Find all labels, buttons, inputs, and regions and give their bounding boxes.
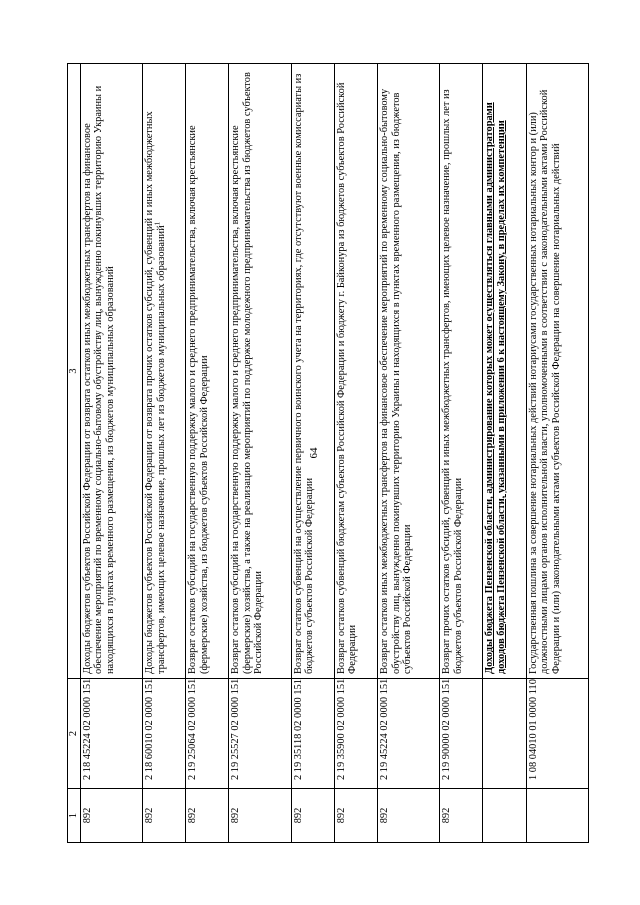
revenue-codes-table [67, 63, 589, 843]
table-row [440, 64, 483, 843]
revenue-code-cell: 2 18 60010 02 0000 151 [142, 679, 185, 789]
header-col-3: 3 [68, 64, 81, 679]
description-cell: Возврат остатков субвенций бюджетам субъектов Российской Федерации и бюджету г. Байконура из бюджетов субъектов Российской Федерации [334, 64, 377, 679]
table-row [186, 64, 229, 843]
revenue-code-cell: 2 19 25527 02 0000 151 [229, 679, 291, 789]
description-cell: Возврат остатков субвенций на осуществление первичного воинского учета на территориях, где отсутствуют военные комиссариаты из бюджетов субъектов Российской Федерации [291, 64, 334, 679]
footnote-marker: 1 [153, 221, 162, 226]
table-header-row [68, 64, 81, 843]
admin-code-cell: 892 [229, 789, 291, 843]
table-row [229, 64, 291, 843]
rotated-page-content [67, 63, 589, 843]
table-row [526, 64, 588, 843]
revenue-code-cell: 2 19 25064 02 0000 151 [186, 679, 229, 789]
revenue-code-cell: 2 19 35900 02 0000 151 [334, 679, 377, 789]
header-col-2: 2 [68, 679, 81, 789]
table-row [80, 64, 142, 843]
revenue-code-cell: 1 08 04010 01 0000 110 [526, 679, 588, 789]
description-cell: Возврат остатков субсидий на государственную поддержку малого и среднего предпринимательства, включая крестьянские (фермерские) хозяйства, а также на реализацию мероприятий по поддержке молодежного предпринимательства из бюджетов субъектов Российской Федерации [229, 64, 291, 679]
description-text: Доходы бюджетов субъектов Российской Федерации от возврата прочих остатков субсидий, субвенций и иных межбюджетных трансфертов, имеющих целевое назначение, прошлых лет из бюджетов муниципальных образований [143, 111, 167, 674]
description-cell: Государственная пошлина за совершение нотариальных действий нотариусами государственных нотариальных контор и (или) должностными лицами органов исполнительной власти, уполномоченными в соответствии с законодательными актами Российской Федерации и (или) законодательными актами субъектов Российской Федерации на совершение нотариальных действий [526, 64, 588, 679]
table-row [334, 64, 377, 843]
revenue-code-cell: 2 19 45224 02 0000 151 [377, 679, 439, 789]
table-row [142, 64, 185, 843]
header-col-1: 1 [68, 789, 81, 843]
admin-code-cell: 892 [334, 789, 377, 843]
revenue-code-cell [483, 679, 526, 789]
revenue-code-cell: 2 18 45224 02 0000 151 [80, 679, 142, 789]
description-cell: Возврат прочих остатков субсидий, субвенций и иных межбюджетных трансфертов, имеющих целевое назначение, прошлых лет из бюджетов субъектов Российской Федерации [440, 64, 483, 679]
admin-code-cell [526, 789, 588, 843]
admin-code-cell [483, 789, 526, 843]
page-number: 64 [308, 447, 320, 459]
admin-code-cell: 892 [291, 789, 334, 843]
description-cell [142, 64, 185, 679]
table-row [291, 64, 334, 843]
revenue-code-cell: 2 19 90000 02 0000 151 [440, 679, 483, 789]
description-cell: Возврат остатков иных межбюджетных трансфертов на финансовое обеспечение мероприятий по временному социально-бытовому обустройству лиц, вынужденно покинувших территорию Украины и находящихся в пунктах временного размещения, из бюджетов субъектов Российской Федерации [377, 64, 439, 679]
description-cell: Доходы бюджетов субъектов Российской Федерации от возврата остатков иных межбюджетных трансфертов на финансовое обеспечение мероприятий по временному социально-бытовому обустройству лиц, вынужденно покинувших территорию Украины и находящихся в пунктах временного размещения, из бюджетов муниципальных образований [80, 64, 142, 679]
admin-code-cell: 892 [186, 789, 229, 843]
admin-code-cell: 892 [377, 789, 439, 843]
table-row [377, 64, 439, 843]
revenue-code-cell: 2 19 35118 02 0000 151 [291, 679, 334, 789]
admin-code-cell: 892 [142, 789, 185, 843]
section-heading-row [483, 64, 526, 843]
section-heading: Доходы бюджета Пензенской области, администрирование которых может осуществляться главными администраторами доходов бюджета Пензенской области, указанными в приложении 6 к настоящему Закону, в пределах их компетенции [483, 64, 526, 679]
admin-code-cell: 892 [440, 789, 483, 843]
admin-code-cell: 892 [80, 789, 142, 843]
description-cell: Возврат остатков субсидий на государственную поддержку малого и среднего предпринимательства, включая крестьянские (фермерские) хозяйства, из бюджетов субъектов Российской Федерации [186, 64, 229, 679]
